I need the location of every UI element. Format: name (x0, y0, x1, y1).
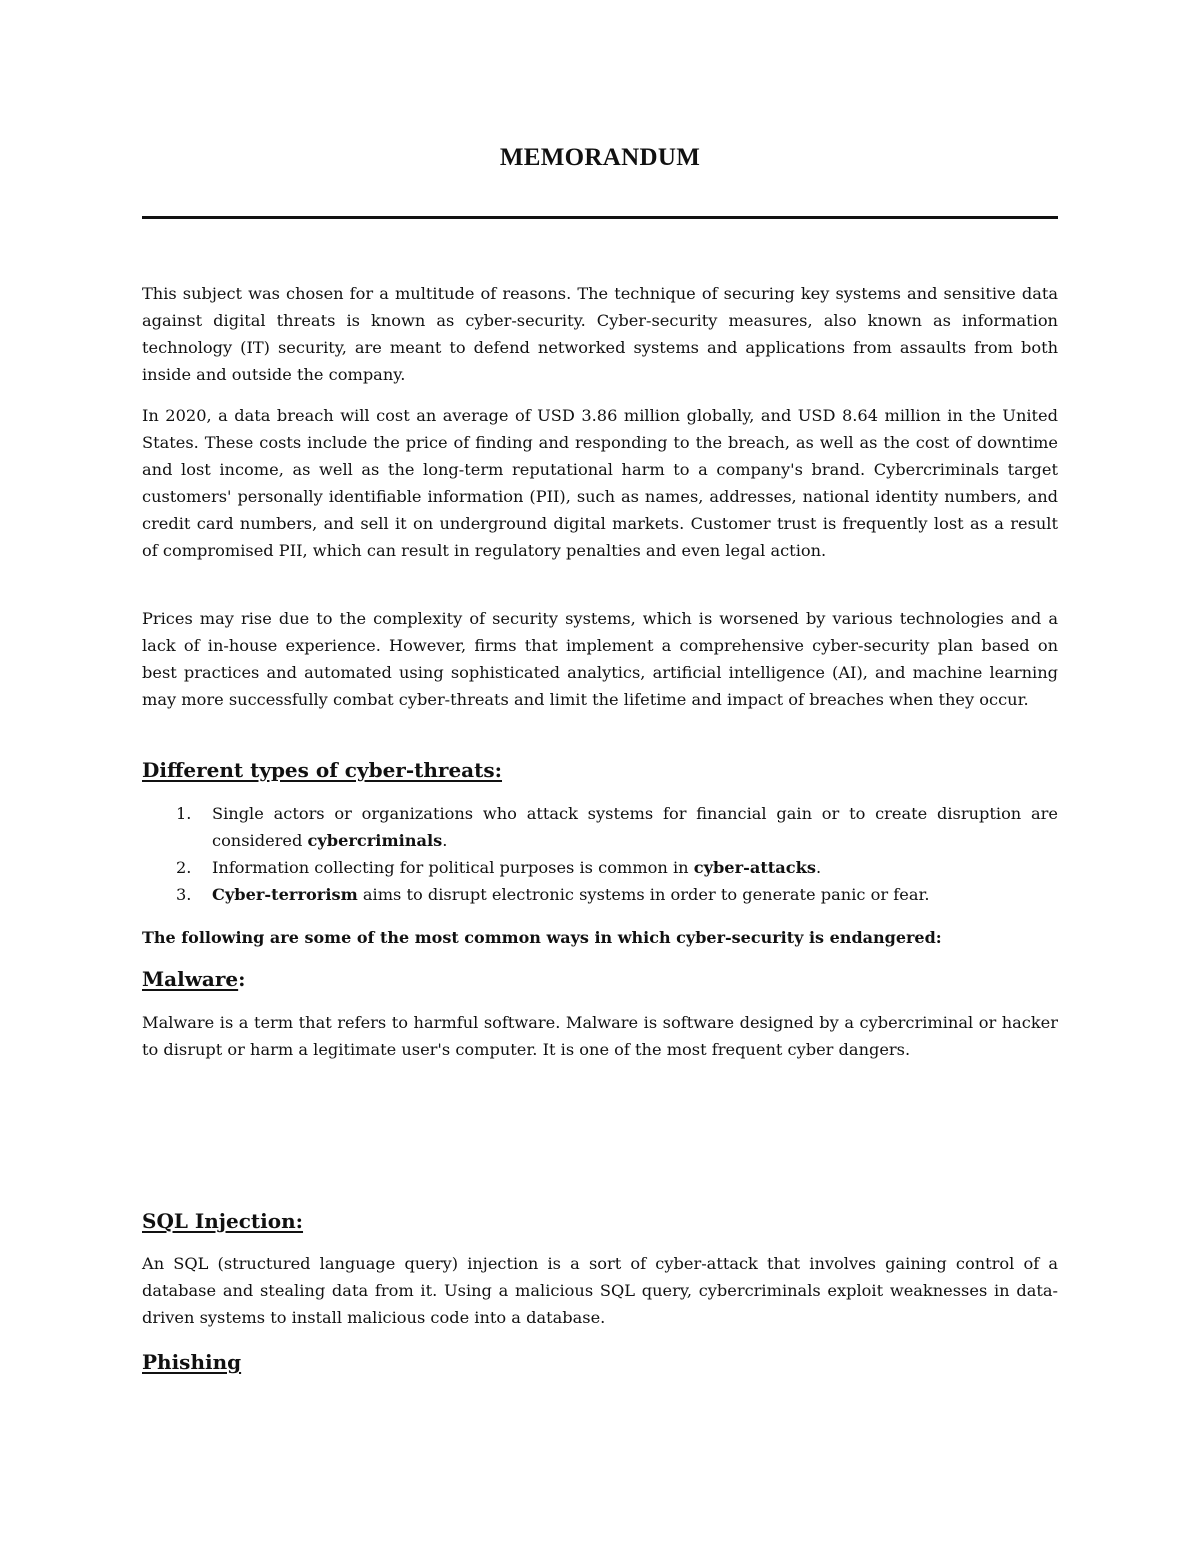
list-item-text: Information collecting for political purposes is common in (212, 858, 694, 877)
list-item-text-after: aims to disrupt electronic systems in order to generate panic or fear. (357, 885, 930, 904)
sql-heading-text: SQL Injection: (142, 1209, 304, 1233)
list-item (142, 854, 1058, 881)
list-item-number: 1. (176, 804, 192, 823)
list-item-bold: Cyber-terrorism (212, 885, 358, 904)
threats-heading-text: Different types of cyber-threats: (142, 758, 503, 782)
malware-heading-colon: : (238, 967, 246, 991)
list-item (142, 800, 1058, 854)
ways-lead: The following are some of the most common ways in which cyber-security is endangered: (142, 928, 942, 947)
list-item-number: 3. (176, 885, 192, 904)
list-item-bold: cyber-attacks (693, 858, 816, 877)
malware-heading-text: Malware (142, 967, 239, 991)
list-item-text: Single actors or organizations who attack systems for financial gain or to create disruption are considered (212, 804, 1058, 850)
cost-paragraph: In 2020, a data breach will cost an average of USD 3.86 million globally, and USD 8.64 million in the United States. These costs include the price of finding and responding to the breach, as well as the cost of downtime and lost income, as well as the long-term reputational harm to a company's brand. Cybercriminals target customers' personally identifiable information (PII), such as names, addresses, national identity numbers, and credit card numbers, and sell it on underground digital markets. Customer trust is frequently lost as a result of compromised PII, which can result in regulatory penalties and even legal action. (142, 406, 1058, 560)
title-divider (142, 216, 1058, 219)
prices-paragraph: Prices may rise due to the complexity of security systems, which is worsened by various technologies and a lack of in-house experience. However, firms that implement a comprehensive cyber-security plan based on best practices and automated using sophisticated analytics, artificial intelligence (AI), and machine learning may more successfully combat cyber-threats and limit the lifetime and impact of breaches when they occur. (142, 609, 1058, 709)
malware-heading (142, 965, 246, 993)
threats-list (142, 800, 1058, 908)
sql-paragraph: An SQL (structured language query) injection is a sort of cyber-attack that involves gaining control of a database and stealing data from it. Using a malicious SQL query, cybercriminals exploit weaknesses in data-driven systems to install malicious code into a database. (142, 1254, 1058, 1327)
sql-heading (142, 1207, 303, 1235)
phishing-heading-text: Phishing (142, 1350, 242, 1374)
threats-heading (142, 756, 502, 784)
phishing-heading (142, 1348, 241, 1376)
list-item-number: 2. (176, 858, 192, 877)
memo-title: MEMORANDUM (499, 144, 701, 171)
list-item (142, 881, 1058, 908)
list-item-text-after: . (442, 831, 448, 850)
list-item-bold: cybercriminals (307, 831, 443, 850)
list-item-text-after: . (815, 858, 822, 877)
intro-paragraph: This subject was chosen for a multitude of reasons. The technique of securing key systems and sensitive data against digital threats is known as cyber-security. Cyber-security measures, also known as information technology (IT) security, are meant to defend networked systems and applications from assaults from both inside and outside the company. (142, 284, 1058, 384)
malware-paragraph: Malware is a term that refers to harmful software. Malware is software designed by a cybercriminal or hacker to disrupt or harm a legitimate user's computer. It is one of the most frequent cyber dangers. (142, 1013, 1058, 1059)
